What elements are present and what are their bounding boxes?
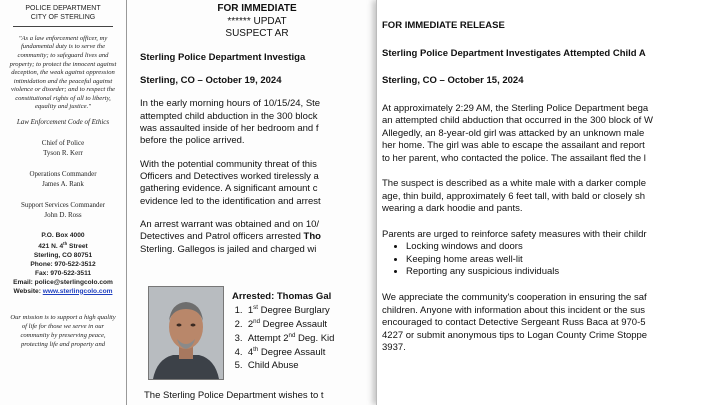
- headline: Sterling Police Department Investigates Attempted Child A: [382, 47, 646, 59]
- charge-text: 1st Degree Burglary: [247, 303, 330, 316]
- website-label: Website:: [13, 287, 41, 295]
- update-label: ****** UPDAT: [227, 15, 287, 27]
- charge-text: 4th Degree Assault: [247, 345, 326, 358]
- ethics-code-label: Law Enforcement Code of Ethics: [16, 117, 110, 126]
- text-line: her home. The girl was able to escape the assailant and report: [382, 140, 645, 152]
- charge-text: Child Abuse: [247, 359, 299, 371]
- list-item: • Reporting any suspicious individuals: [406, 266, 720, 279]
- department-sidebar: [0, 0, 127, 405]
- text-line: Parents are urged to reinforce safety measures with their childr: [382, 228, 647, 240]
- text-line: We appreciate the community's cooperation in ensuring the saf: [382, 291, 647, 303]
- suspect-portrait-icon: [149, 287, 223, 379]
- charge-item: 1. 1st Degree Burglary: [232, 303, 330, 316]
- press-release-original-page: [376, 0, 720, 405]
- city-name: CITY OF STERLING: [30, 14, 96, 22]
- paragraph-safety: [382, 229, 720, 279]
- paragraph-investigation: [140, 159, 374, 208]
- ethics-quote: "As a law enforcement officer, my fundamental duty is to serve the community; to safeguard lives and property; to protect the innocent against deception, the weak against oppression intimidation and the peaceful against violence or disorder; and to respect the constitutional rights of all to liberty, equality and justice.": [9, 34, 117, 111]
- sidebar-header: [0, 4, 126, 23]
- text-line: children. Anyone with information about this incident or the sus: [382, 304, 645, 316]
- phone: Phone: 970-522-3512: [30, 260, 96, 268]
- charge-item: 4. 4th Degree Assault: [232, 345, 326, 358]
- text-line: An arrest warrant was obtained and on 10/: [140, 218, 320, 230]
- text-line: Allegedly, an 8-year-old girl was attacked by an unknown male: [382, 127, 645, 139]
- chief-title: Chief of Police: [41, 139, 85, 148]
- operations-block: [0, 170, 126, 189]
- text-line: evidence led to the identification and arrest: [140, 195, 321, 207]
- text-line: [140, 231, 374, 243]
- list-item: • Locking windows and doors: [406, 241, 720, 254]
- suspect-photo: [148, 286, 224, 380]
- suspect-arrested-label: SUSPECT AR: [225, 28, 289, 39]
- operations-title: Operations Commander: [29, 170, 97, 179]
- text-line: was assaulted inside of her bedroom and f: [140, 122, 319, 134]
- email: Email: police@sterlingcolo.com: [13, 278, 113, 286]
- department-name: POLICE DEPARTMENT: [25, 5, 101, 12]
- text-line: attempted child abduction in the 300 block: [140, 110, 318, 122]
- charge-text: 2nd Degree Assault: [247, 317, 328, 330]
- city-zip: Sterling, CO 80751: [33, 251, 93, 259]
- website-link[interactable]: www.sterlingcolo.com: [42, 287, 113, 295]
- po-box: P.O. Box 4000: [41, 232, 85, 239]
- support-title: Support Services Commander: [21, 201, 105, 210]
- text-fragment: Detectives and Patrol officers arrested: [140, 231, 304, 243]
- arrest-details: [232, 291, 334, 373]
- arrested-label: Arrested: Thomas Gal: [232, 291, 332, 302]
- text-line: Sterling. Gallegos is jailed and charged wi: [140, 243, 317, 255]
- mission-statement: Our mission is to support a high quality of life for those we serve in our community by preserving peace, protecting life and property and: [10, 314, 116, 349]
- headline: Sterling Police Department Investiga: [140, 51, 306, 63]
- charge-item: 5. Child Abuse: [232, 359, 299, 371]
- chief-block: [0, 139, 126, 158]
- text-line: wearing a dark hoodie and pants.: [382, 203, 523, 215]
- text-line: 4227 or submit anonymous tips to Logan County Crime Stoppe: [382, 329, 648, 341]
- text-line: age, thin build, approximately 6 feet tall, with bald or closely sh: [382, 190, 645, 202]
- text-line: before the police arrived.: [140, 135, 245, 147]
- chief-name: Tyson R. Kerr: [43, 148, 83, 157]
- charge-text: Attempt 2nd Deg. Kid: [247, 331, 335, 344]
- release-header: [140, 3, 374, 41]
- paragraph-incident: [382, 103, 720, 166]
- paragraph-contact: [382, 292, 720, 355]
- text-line: With the potential community threat of this: [140, 158, 317, 170]
- safety-list: [382, 241, 720, 279]
- closing-line: The Sterling Police Department wishes to t: [144, 390, 324, 401]
- website-line: [0, 288, 126, 297]
- street: 421 N. 4th Street: [38, 240, 88, 251]
- dateline: Sterling, CO – October 15, 2024: [382, 75, 524, 87]
- suspect-name-fragment: Tho: [303, 231, 321, 243]
- support-block: [0, 201, 126, 220]
- operations-name: James A. Rank: [42, 179, 84, 188]
- list-item: • Keeping home areas well-lit: [406, 254, 720, 267]
- support-name: John D. Ross: [44, 210, 82, 219]
- text-line: 3937.: [382, 342, 406, 354]
- charge-item: 3. Attempt 2nd Deg. Kid: [232, 331, 335, 344]
- text-line: to her parent, who contacted the police. The assailant fled the l: [382, 152, 646, 164]
- header-divider: [13, 26, 113, 27]
- original-release-body: [382, 0, 720, 355]
- text-line: In the early morning hours of 10/15/24, Ste: [140, 98, 321, 110]
- paragraph-suspect: [382, 178, 720, 216]
- text-line: encouraged to contact Detective Sergeant Russ Baca at 970-5: [382, 317, 646, 329]
- text-line: gathering evidence. A significant amount c: [140, 183, 318, 195]
- release-label: FOR IMMEDIATE RELEASE: [382, 20, 505, 31]
- paragraph-arrest: [140, 219, 374, 256]
- release-label: FOR IMMEDIATE: [217, 3, 297, 14]
- text-line: At approximately 2:29 AM, the Sterling Police Department bega: [382, 102, 649, 114]
- fax: Fax: 970-522-3511: [34, 269, 92, 277]
- charge-item: 2. 2nd Degree Assault: [232, 317, 328, 330]
- text-line: an attempted child abduction that occurred in the 300 block of W: [382, 115, 653, 127]
- dateline: Sterling, CO – October 19, 2024: [140, 74, 282, 86]
- update-release-body: [140, 0, 374, 405]
- text-line: Officers and Detectives worked tirelessly a: [140, 170, 319, 182]
- text-line: The suspect is described as a white male with a darker comple: [382, 178, 647, 190]
- contact-address: [0, 232, 126, 296]
- paragraph-incident: [140, 98, 374, 147]
